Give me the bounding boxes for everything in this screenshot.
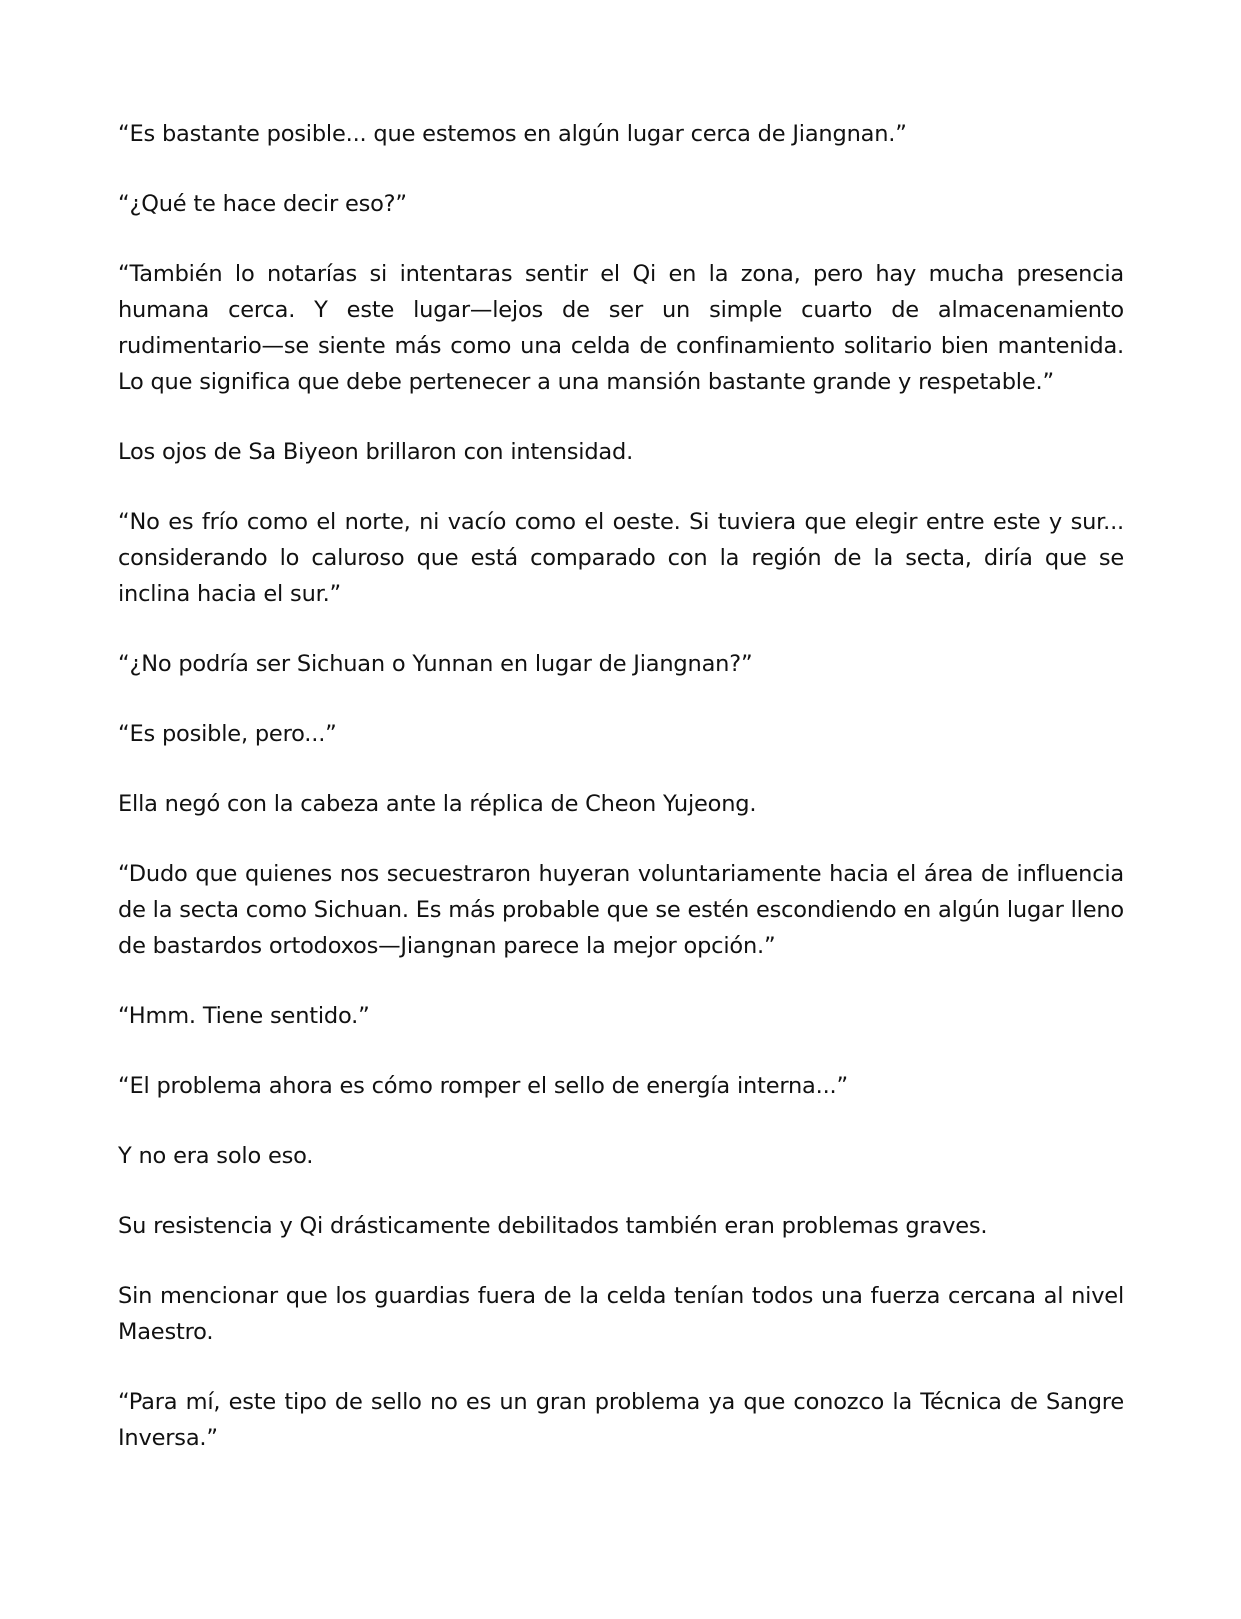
paragraph: “Es bastante posible... que estemos en algún lugar cerca de Jiangnan.”	[118, 121, 907, 147]
paragraph: Su resistencia y Qi drásticamente debilitados también eran problemas graves.	[118, 1213, 988, 1239]
paragraph: Y no era solo eso.	[118, 1143, 314, 1169]
paragraph: “Dudo que quienes nos secuestraron huyeran voluntariamente hacia el área de influencia de la secta como Sichuan. Es más probable que se estén escondiendo en algún lugar lleno de bastardos ortodoxos—Jiangnan parece la mejor opción.”	[118, 861, 1124, 959]
paragraph: “Hmm. Tiene sentido.”	[118, 1003, 370, 1029]
document-body	[118, 116, 1124, 1456]
paragraph: Los ojos de Sa Biyeon brillaron con intensidad.	[118, 439, 634, 465]
paragraph: Sin mencionar que los guardias fuera de la celda tenían todos una fuerza cercana al nivel Maestro.	[118, 1283, 1124, 1345]
paragraph: “El problema ahora es cómo romper el sello de energía interna...”	[118, 1073, 848, 1099]
paragraph: “Para mí, este tipo de sello no es un gran problema ya que conozco la Técnica de Sangre Inversa.”	[118, 1389, 1124, 1451]
paragraph: “También lo notarías si intentaras sentir el Qi en la zona, pero hay mucha presencia humana cerca. Y este lugar—lejos de ser un simple cuarto de almacenamiento rudimentario—se siente más como una celda de confinamiento solitario bien mantenida. Lo que significa que debe pertenecer a una mansión bastante grande y respetable.”	[118, 261, 1124, 395]
paragraph: “Es posible, pero...”	[118, 721, 337, 747]
paragraph: “No es frío como el norte, ni vacío como el oeste. Si tuviera que elegir entre este y sur... considerando lo caluroso que está comparado con la región de la secta, diría que se inclina hacia el sur.”	[118, 509, 1124, 607]
paragraph: Ella negó con la cabeza ante la réplica de Cheon Yujeong.	[118, 791, 757, 817]
paragraph: “¿No podría ser Sichuan o Yunnan en lugar de Jiangnan?”	[118, 651, 753, 677]
paragraph: “¿Qué te hace decir eso?”	[118, 191, 407, 217]
